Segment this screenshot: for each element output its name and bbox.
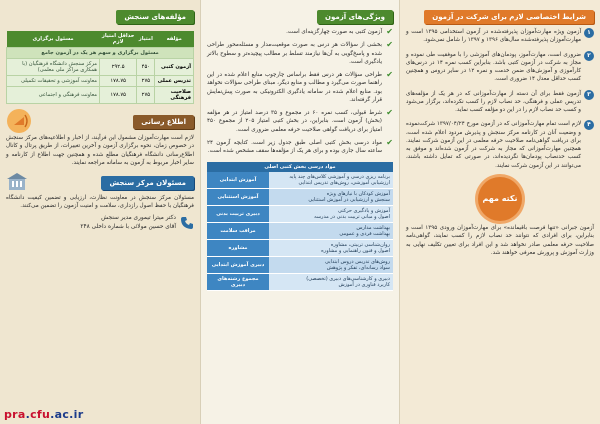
number-badge-icon: ۳ bbox=[584, 90, 594, 100]
component-min: ۱۷۸.۷۵ bbox=[100, 76, 137, 87]
important-text: آزمون جبرانی «تنها فرصت باقیمانده» برای مهارت‌آموزان ورودی ۱۳۹۵ است و بنابراین، برای افرادی که نتوانند حد نصاب لازم را کسب نمایند، گواهی‌نامه صلاحیت حرفه معلمی صادر نخواهد شد و این افراد برای تعیین تکلیف نهایی به وزارت آموزش و پرورش معرفی خواهند شد. bbox=[406, 224, 594, 256]
number-badge-icon: ۴ bbox=[584, 120, 594, 130]
component-name: تدریس عملی bbox=[155, 76, 194, 87]
subject-desc-line: اصول و فنون راهنمایی و مشاوره bbox=[321, 248, 390, 255]
subject-desc-line: آموزش و یادگیری حرکتی bbox=[338, 208, 390, 215]
condition-item bbox=[406, 28, 594, 48]
contact-person-2: آقای حسین مولائی با شماره داخلی ۲۴۸ bbox=[80, 223, 176, 230]
feature-item bbox=[207, 109, 393, 137]
features-list bbox=[207, 28, 393, 158]
components-table bbox=[6, 31, 194, 104]
footer-dot: . bbox=[25, 408, 31, 421]
subject-desc bbox=[269, 172, 393, 189]
contact-block bbox=[6, 214, 194, 232]
condition-item bbox=[406, 90, 594, 118]
broadcast-icon bbox=[6, 108, 32, 134]
component-responsible: معاونت آموزشی و تحقیقات تکمیلی bbox=[7, 76, 100, 87]
subject-desc-line: روش‌های تدریس دروس ابتدایی bbox=[325, 259, 390, 266]
footer-part-1: pra bbox=[4, 408, 26, 421]
subject-category: دبیری آموزش ابتدایی bbox=[207, 257, 269, 274]
component-name: آزمون کتبی bbox=[155, 59, 194, 76]
conditions-list bbox=[406, 28, 594, 173]
panel-exam-features bbox=[200, 0, 400, 424]
component-min: ۲۹۲.۵ bbox=[100, 59, 137, 76]
subject-desc-line: سنجش و ارزشیابی در آموزش استثنایی bbox=[308, 197, 390, 204]
subject-desc-line: بهداشت فردی و عمومی bbox=[339, 231, 390, 238]
subject-desc-line: بهداشت مدارس bbox=[356, 225, 390, 232]
components-header: مؤلفه bbox=[155, 31, 194, 48]
subject-row bbox=[207, 240, 393, 257]
footer-site-link[interactable] bbox=[4, 408, 83, 421]
subject-row bbox=[207, 189, 393, 206]
center-text: مسئولان مرکز سنجش در معاونت نظارت، ارزیابی و تضمین کیفیت دانشگاه فرهنگیان با حفظ اصول رازداری، سلامت و امنیت آزمون را تضمین می‌کنند. bbox=[6, 195, 194, 210]
building-icon bbox=[6, 172, 28, 192]
subject-desc bbox=[269, 257, 393, 274]
component-min: ۱۷۸.۷۵ bbox=[100, 87, 137, 104]
condition-text: آزمون ویژه مهارت‌آموزان پذیرفته‌شده در آزمون استخدامی ۱۳۹۵ است و مهارت‌آموزان پذیرفته‌شده سال‌های ۱۳۹۶ و ۱۳۹۷ را شامل نمی‌شود. bbox=[406, 29, 581, 44]
subject-category: مشاوره bbox=[207, 240, 269, 257]
feature-item bbox=[207, 41, 393, 69]
condition-text: ضروری است، مهارت‌آموز، پودمان‌های آموزشی را با موفقیت طی نموده و مجاز به شرکت در آزمون کتبی باشد. بنابراین کسب نمره ۱۴ در درس‌های کارآموزی و آموزش‌های ضمن خدمت و نمره ۱۲ در سایر دروس و همچنین کسب حداقل معدل ۱۴ ضروری است. bbox=[406, 51, 582, 83]
subjects-table bbox=[207, 162, 393, 291]
feature-item bbox=[207, 71, 393, 107]
component-score: ۴۵۰ bbox=[137, 59, 155, 76]
subject-desc-line: دبیری و کارشناسی‌های دبیری (تخصصی) bbox=[306, 276, 390, 283]
check-icon: ✔ bbox=[386, 40, 393, 50]
components-header: امتیاز bbox=[137, 31, 155, 48]
components-header: حداقل امتیاز لازم bbox=[100, 31, 137, 48]
feature-text: مواد درسی بخش کتبی اصلی طبق جدول زیر است. کتابچه آزمون ۲۴ ساعته سال جاری بوده و برای هر یک از مؤلفه‌ها سقف مشخص شده است. bbox=[207, 139, 382, 155]
news-text: لازم است مهارت‌آموزان مشمول این فرآیند، از اخبار و اطلاعیه‌های مرکز سنجش در خصوص زمان، نحوه برگزاری آزمون و آخرین تغییرات، از طریق پرتال و کانال اطلاع‌رسانی دانشگاه فرهنگیان مطلع شده و همچنین جهت اطلاع از کارنامه و سایر اخبار مربوط به آزمون به سامانه مراجعه نمایند. bbox=[6, 135, 194, 166]
condition-item bbox=[406, 120, 594, 173]
component-name: صلاحیت فرهنگی bbox=[155, 87, 194, 104]
subject-desc bbox=[269, 274, 393, 291]
contact-person-1: دکتر میترا تیموری مدیر سنجش bbox=[101, 214, 176, 221]
important-badge: نکته مهم bbox=[478, 177, 522, 221]
subject-desc bbox=[269, 206, 393, 223]
footer-part-2: cfu bbox=[30, 408, 51, 421]
subject-desc-line: اصول و مبانی تربیت بدنی در مدرسه bbox=[314, 214, 390, 221]
components-header: مسئول برگزاری bbox=[7, 31, 100, 48]
panel-special-conditions bbox=[400, 0, 600, 424]
component-score: ۲۷۵ bbox=[137, 76, 155, 87]
check-icon: ✔ bbox=[386, 70, 393, 80]
component-row bbox=[7, 76, 194, 87]
subject-desc-line: سواد رسانه‌ای، تفکر و پژوهش bbox=[326, 265, 390, 272]
phone-icon bbox=[180, 216, 194, 230]
footer-part-3: .ac.ir bbox=[50, 408, 84, 421]
subject-desc bbox=[269, 240, 393, 257]
condition-text: لازم است تمام مهارت‌آموزانی که در آزمون مورخ ۱۳۹۷/۰۴/۲۴ شرکت‌نموده و وضعیت آنان در کارنامه مرکز سنجش و پذیرش مردود اعلام شده است، برای دریافت گواهی‌نامه صلاحیت حرفه معلمی در این آزمون شرکت نمایند. همچنین مهارت‌آموزانی که مجاز به شرکت در آزمون شده‌اند و موفق به کسب حدنصاب پودمان‌ها نگردیده‌اند، در صورتی که تمایل داشته باشند، می‌توانند در این آزمون شرکت نمایند. bbox=[406, 121, 582, 169]
panel-components bbox=[0, 0, 200, 424]
subject-category: دبیری تربیت بدنی bbox=[207, 206, 269, 223]
component-row bbox=[7, 87, 194, 104]
subject-desc-line: روان‌شناسی تربیتی، مشاوره bbox=[330, 242, 390, 249]
subject-desc-line: کاربرد فناوری در آموزش bbox=[338, 282, 390, 289]
section-title-components: مؤلفه‌های سنجش bbox=[116, 10, 194, 24]
feature-text: طراحی سؤالات هر درس فقط براساس چارچوب منابع اعلام شده در این راهنما صورت می‌گیرد و مطالب و منابع دیگر، مبنای طراحی سؤالات نخواهد بود. منابع اعلام شده در سامانه یادگیری الکترونیکی به صورت پیش‌نمایش قرار گرفته‌اند. bbox=[207, 72, 382, 103]
subject-row bbox=[207, 206, 393, 223]
important-badge-wrap bbox=[478, 177, 522, 221]
component-score: ۲۷۵ bbox=[137, 87, 155, 104]
component-row bbox=[7, 59, 194, 76]
feature-text: بخشی از سؤالات هر درس به صورت موقعیت‌مدار و مسئله‌محور طراحی شده و پاسخ‌گویی به آن‌ها نیازمند تسلط بر مطالب پیچیده‌تر و سطوح بالاتر یادگیری است. bbox=[207, 42, 382, 65]
condition-item bbox=[406, 51, 594, 87]
subject-desc-line: آموزش کودکان با نیازهای ویژه bbox=[326, 191, 390, 198]
subject-desc bbox=[269, 223, 393, 240]
components-section-header: مسئول برگزاری و سهم هر یک در آزمون جامع bbox=[7, 48, 194, 59]
feature-item bbox=[207, 139, 393, 159]
subject-desc-line: برنامه ریزی درسی و آموزشی کلاس‌های چند پایه bbox=[289, 174, 390, 181]
subject-category: مجموع رشته‌های دبیری bbox=[207, 274, 269, 291]
section-title-news: اطلاع رسانی bbox=[133, 115, 194, 129]
subjects-table-head: مواد درسی بخش کتبی اصلی bbox=[207, 162, 393, 172]
subject-desc bbox=[269, 189, 393, 206]
subject-category: مراقب سلامت bbox=[207, 223, 269, 240]
subject-row bbox=[207, 172, 393, 189]
section-title-features: ویژگی‌های آزمون bbox=[317, 10, 393, 24]
section-title-conditions: شرایط اختصاصی لازم برای شرکت در آزمون bbox=[424, 10, 594, 24]
subject-row bbox=[207, 274, 393, 291]
number-badge-icon: ۱ bbox=[584, 28, 594, 38]
number-badge-icon: ۲ bbox=[584, 51, 594, 61]
subject-row bbox=[207, 223, 393, 240]
section-title-center: مسئولان مرکز سنجش bbox=[101, 176, 194, 190]
check-icon: ✔ bbox=[386, 137, 393, 147]
subject-category: آموزش ابتدایی bbox=[207, 172, 269, 189]
feature-item bbox=[207, 28, 393, 39]
feature-text: آزمون کتبی به صورت چهارگزینه‌ای است. bbox=[286, 29, 382, 35]
check-icon: ✔ bbox=[386, 108, 393, 118]
condition-text: آزمون فقط برای آن دسته از مهارت‌آموزانی که در هر یک از مؤلفه‌های تدریس عملی و فرهنگی، حد نصاب لازم را کسب نکرده‌اند، برگزار می‌شود و کسب حد نصاب لازم را در این دو مؤلفه کسب نماید. bbox=[406, 90, 581, 114]
component-responsible: معاونت فرهنگی و اجتماعی bbox=[7, 87, 100, 104]
feature-text: شرط قبولی، کسب نمره ۶۰ در مجموع و ۳۵ درصد امتیاز در هر مؤلفه (بخش) آزمون است. بنابراین، در بخش کتبی امتیاز ۲۰۵ از مجموع ۴۵۰ امتیاز برای دریافت گواهی صلاحیت حرفه معلمی ضروری است. bbox=[207, 110, 383, 133]
subject-row bbox=[207, 257, 393, 274]
component-responsible: مرکز سنجش دانشگاه فرهنگیان (با همکاری مراکز ملی معلمی) bbox=[7, 59, 100, 76]
subject-desc-line: ارزشیابی آموزشی، روش‌های تدریس ابتدایی bbox=[298, 180, 390, 187]
subject-category: آموزش استثنایی bbox=[207, 189, 269, 206]
check-icon: ✔ bbox=[386, 27, 393, 36]
